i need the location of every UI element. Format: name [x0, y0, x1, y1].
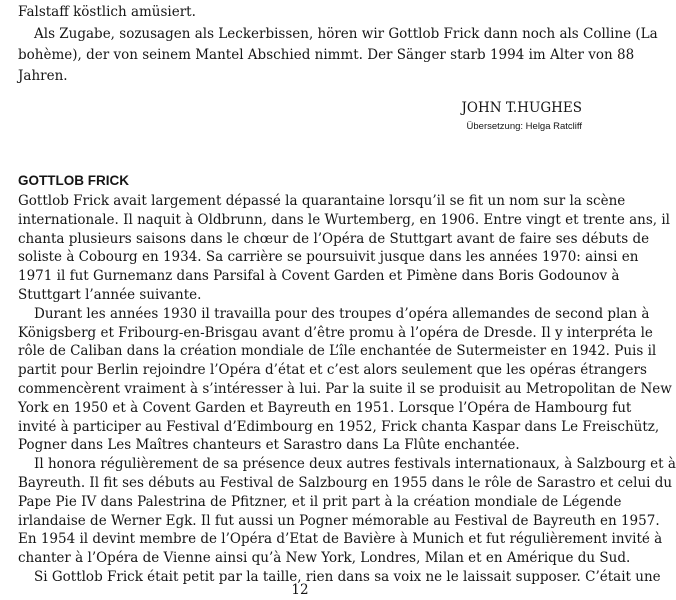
french-line-3: chanta plusieurs saisons dans le chœur de l’Opéra de Stuttgart avant de faire ses débuts de	[18, 230, 650, 247]
page-number: 12	[291, 582, 309, 598]
french-line-19: En 1954 il devint membre de l’Opéra d’Etat de Bavière à Munich et fut régulièrement invité à	[18, 531, 663, 548]
french-line-15: Il honora régulièrement de sa présence deux autres festivals internationaux, à Salzbourg et à	[34, 456, 676, 473]
french-line-1: Gottlob Frick avait largement dépassé la quarantaine lorsqu’il se fit un nom sur la scène	[18, 193, 626, 209]
french-line-14: Pogner dans Les Maîtres chanteurs et Sarastro dans La Flûte enchantée.	[18, 437, 520, 454]
french-line-10: partit pour Berlin rejoindre l’Opéra d’état et c’est alors seulement que les opéras étrangers	[18, 362, 647, 379]
german-line-4: Jahren.	[18, 68, 68, 84]
french-line-13: invité à participer au Festival d’Edimbourg en 1952, Frick chanta Kaspar dans Le Freischütz,	[18, 418, 660, 435]
author-credit: JOHN T.HUGHES	[461, 100, 582, 116]
french-line-2: internationale. Il naquit à Oldbrunn, dans le Wurtemberg, en 1906. Entre vingt et trente ans, il	[18, 211, 670, 228]
french-line-18: irlandaise de Werner Egk. Il fut aussi un Pogner mémorable au Festival de Bayreuth en 1957.	[18, 512, 660, 529]
french-line-17: Pape Pie IV dans Palestrina de Pfitzner, et il prit part à la création mondiale de Légende	[18, 493, 622, 510]
french-line-9: rôle de Caliban dans la création mondiale de L’île enchantée de Sutermeister en 1942. Puis il	[18, 343, 657, 360]
french-line-5: 1971 il fut Gurnemanz dans Parsifal à Covent Garden et Pimène dans Boris Godounov à	[18, 268, 620, 285]
french-line-7: Durant les années 1930 il travailla pour des troupes d’opéra allemandes de second plan à	[34, 305, 650, 322]
german-line-2: Als Zugabe, sozusagen als Leckerbissen, hören wir Gottlob Frick dann noch als Colline (La	[34, 26, 658, 42]
french-line-21: Si Gottlob Frick était petit par la taille, rien dans sa voix ne le laissait supposer. C’était une	[34, 569, 661, 585]
translator-credit: Übersetzung: Helga Ratcliff	[466, 121, 582, 132]
french-line-16: Bayreuth. Il fit ses débuts au Festival de Salzbourg en 1955 dans le rôle de Sarastro et celui du	[18, 475, 673, 491]
french-line-12: York en 1950 et à Covent Garden et Bayreuth en 1951. Lorsque l’Opéra de Hambourg fut	[18, 399, 632, 416]
french-line-6: Stuttgart l’année suivante.	[18, 287, 202, 303]
french-line-20: chanter à l’Opéra de Vienne ainsi qu’à New York, Londres, Milan et en Amérique du Sud.	[18, 550, 631, 567]
german-line-3: bohème), der von seinem Mantel Abschied nimmt. Der Sänger starb 1994 im Alter von 88	[18, 47, 635, 63]
section-heading: GOTTLOB FRICK	[18, 173, 129, 188]
german-line-1: Falstaff köstlich amüsiert.	[18, 4, 196, 20]
french-line-11: commencèrent vraiment à s’intéresser à lui. Par la suite il se produisit au Metropolitan de New	[18, 381, 672, 397]
french-line-8: Königsberg et Fribourg-en-Brisgau avant d’être promu à l’opéra de Dresde. Il y interpréta le	[18, 324, 653, 341]
french-line-4: soliste à Cobourg en 1934. Sa carrière se poursuivit jusque dans les années 1970: ainsi en	[18, 249, 639, 266]
